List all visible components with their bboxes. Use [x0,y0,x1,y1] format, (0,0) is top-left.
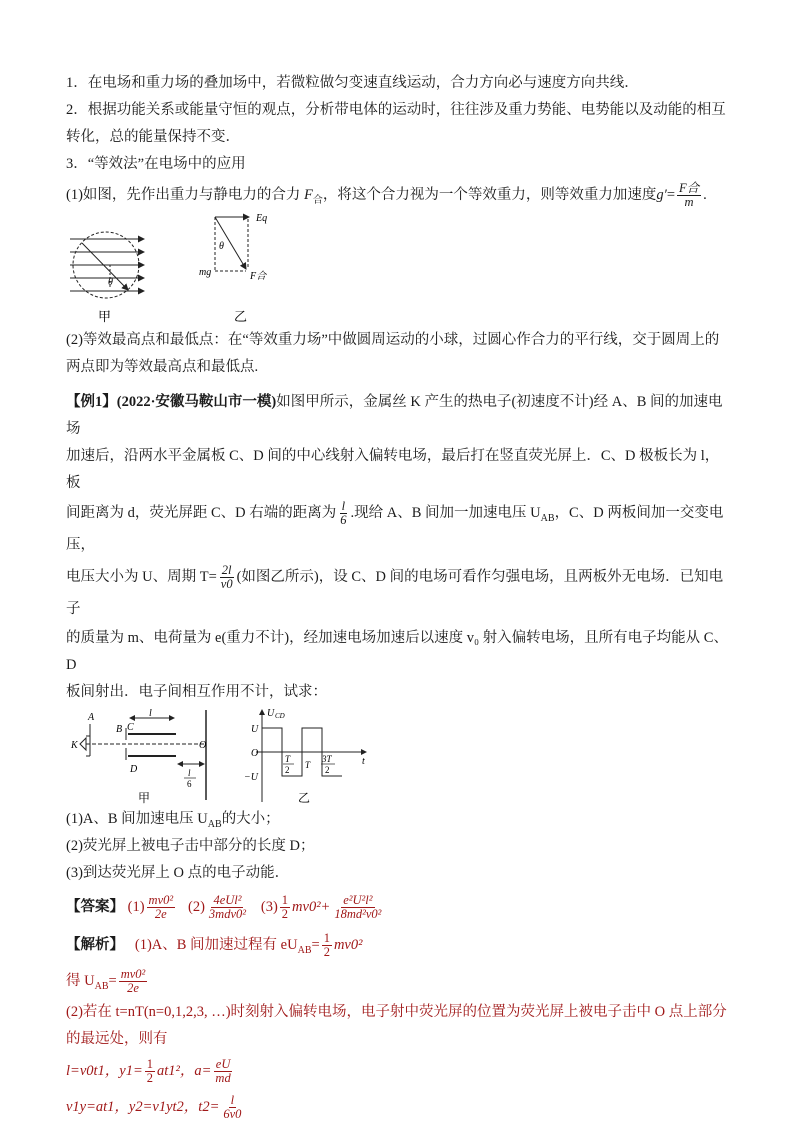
point-1: 1．在电场和重力场的叠加场中，若微粒做匀变速直线运动，合力方向必与速度方向共线． [66,75,639,91]
electron-gun-diagram [70,708,206,805]
electric-field-diagram [70,232,144,324]
example-source: (2022·安徽马鞍山市一模) [116,394,277,411]
answer-line: 【答案】 (1) $\frac{\text{mv0²}}{2e}$ (2) $\frac{\text{4eUl²}}{\text{3mdv0²}}$ (3) $\frac{1}{2}$ mv0²+ $\frac{\text{e²U²l²}}{\text{18md²v0²}}$ [66,893,382,922]
eq-label: Eq [256,213,268,225]
example-line-4: 电压大小为 U、周期 T= $\frac{2l}{v0}$ (如图乙所示)，设 C、D 间的电场可看作匀强电场，且两板外无电场．已知电子 [66,563,724,618]
example-line-3: 间距离为 d，荧光屏距 C、D 右端的距离为 $\frac{l}{6}$ .现给 A、B 间加一加速电压 $U_{AB}$，C、D 两板间加一交变电压， [66,499,724,554]
field-figures [66,209,730,327]
tick-t2-den: 2 [285,765,290,776]
label-l6-den: 6 [187,779,192,790]
tick-zero: O [251,748,259,760]
tick-t2-num: T [285,754,291,765]
example-tag: 【例1】 [66,394,117,411]
analysis-tag: 【解析】 [66,937,124,954]
label-o: O [199,740,207,752]
f-he-label: F合 [250,271,267,283]
label-b: B [116,724,123,736]
answer-tag: 【答案】 [66,899,124,916]
mg-label: mg [199,267,212,279]
apparatus-figures [66,706,730,806]
label-l6-num: l [188,768,191,779]
tick-3t2-num: 3T [322,754,332,765]
analysis-line-1: 【解析】 (1)A、B 间加速过程有 $eU_{AB}=$ $\frac{1}{2}$ mv0² [66,931,363,960]
tick-3t2-den: 2 [325,765,330,776]
force-triangle-diagram [199,213,267,324]
point-3: 3．“等效法”在电场中的应用 [66,156,246,172]
tick-u: U [251,724,259,736]
axis-ucd: U [267,708,275,720]
analysis-line-4: 的最远处，则有 [66,1031,168,1048]
label-k: K [71,740,78,752]
fig-label-yi-2: 乙 [298,791,311,806]
analysis-line-2: 得 $U_{AB}=$ $\frac{\text{mv0²}}{2e}$ [66,967,146,996]
point-equivalent-extremes: (2)等效最高点和最低点：在“等效重力场”中做圆周运动的小球，过圆心作合力的平行线，交于圆周上的两点即为等效最高点和最低点. [66,332,720,376]
question-2: (2)荧光屏上被电子击中部分的长度 D； [66,838,315,855]
tick-t: T [305,760,311,771]
fig-label-yi-1: 乙 [234,309,248,325]
example-line-5: 的质量为 m、电荷量为 e(重力不计)，经加速电场加速后以速度 v₀ 射入偏转电场，且所有电子均能从 C、D [66,630,728,674]
fig-label-jia-2: 甲 [138,791,151,806]
theta-label-a: θ [108,277,113,289]
square-wave-chart [244,708,366,805]
force-arrow [82,243,128,290]
question-1: (1)A、B 间加速电压 $U_{AB}$的大小； [66,811,280,831]
point-2: 2．根据功能关系或能量守恒的观点，分析带电体的运动时，往往涉及重力势能、电势能以及动能的相互转化，总的能量保持不变． [66,102,726,145]
axis-ucd-sub: CD [275,712,285,721]
axis-t: t [362,756,365,768]
analysis-line-6: v1y=at1，y2=v1yt2，t2= $\frac{l}{6v0}$ [66,1093,242,1122]
example-line-2: 加速后，沿两水平金属板 C、D 间的中心线射入偏转电场，最后打在竖直荧光屏上．C、D 极板长为 l，板 [66,448,720,492]
label-l: l [149,708,152,720]
question-3: (3)到达荧光屏上 O 点的电子动能． [66,865,290,882]
example-line-6: 板间射出．电子间相互作用不计，试求： [66,684,327,701]
fig-label-jia-1: 甲 [98,309,112,325]
theta-label-b: θ [219,241,224,253]
equivalent-g-fraction: $\frac{\text{F合}}{m}$ [679,181,700,210]
tick-neg-u: −U [244,772,258,784]
label-c: C [127,722,134,734]
worksheet-page [66,70,730,1125]
label-a: A [88,712,95,724]
point-equivalent-gravity: (1)如图，先作出重力与静电力的合力 $F_合$，将这个合力视为一个等效重力，则等效重力加速度g′= $\frac{\text{F合}}{m}$ . [66,181,707,210]
analysis-line-5: l=v0t1，y1= $\frac{1}{2}$ at1²，a= $\frac{eU}{md}$ [66,1057,231,1086]
example-line-1: 【例1】(2022·安徽马鞍山市一模)如图甲所示，金属丝 K 产生的热电子(初速度不计)经 A、B 间的加速电场 [66,394,723,438]
analysis-line-3: (2)若在 t=nT(n=0,1,2,3, …)时刻射入偏转电场，电子射中荧光屏的位置为荧光屏上被电子击中 O 点上部分 [66,1004,727,1021]
filament-k [80,738,86,750]
label-d: D [130,764,138,776]
